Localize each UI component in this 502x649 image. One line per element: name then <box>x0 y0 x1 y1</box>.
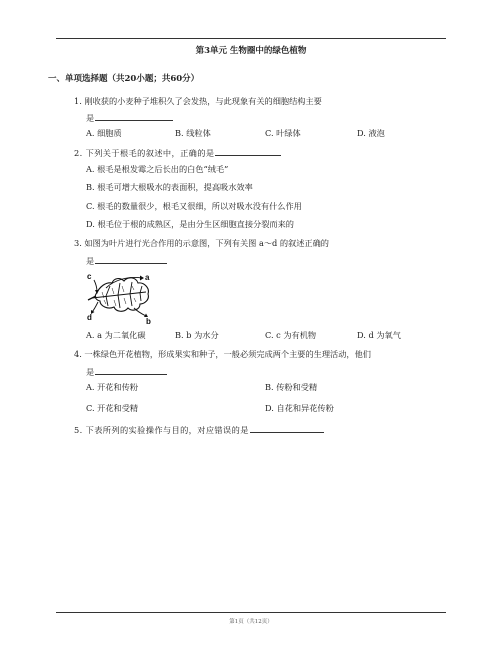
photosynthesis-leaf-figure <box>84 268 156 324</box>
question-1-text: 1. 刚收获的小麦种子堆积久了会发热，与此现象有关的细胞结构主要 <box>74 96 322 106</box>
figure-label-b: b <box>146 317 151 324</box>
question-5-stem <box>74 424 324 436</box>
question-2-option-a[interactable]: A. 根毛是根发霉之后长出的白色“绒毛” <box>86 164 229 174</box>
question-3-text-2: 是 <box>86 256 95 266</box>
question-1-stem <box>74 96 446 107</box>
question-1-option-a[interactable]: A. 细胞质 <box>86 128 122 138</box>
figure-label-d: d <box>87 313 92 322</box>
question-3-option-c[interactable]: C. c 为有机物 <box>265 330 317 340</box>
question-1-option-d[interactable]: D. 液泡 <box>357 128 385 138</box>
question-4-option-d[interactable]: D. 自花和异花传粉 <box>265 403 334 413</box>
question-3-option-a[interactable]: A. a 为二氧化碳 <box>86 330 146 340</box>
answer-blank[interactable] <box>215 147 281 156</box>
question-4-stem <box>74 349 446 360</box>
answer-blank[interactable] <box>95 112 173 121</box>
question-2-stem <box>74 147 281 159</box>
section-heading: 一、单项选择题（共20小题；共60分） <box>48 74 200 84</box>
question-2-option-c[interactable]: C. 根毛的数量很少，根毛又很细，所以对吸水没有什么作用 <box>86 201 302 211</box>
question-1-text-2: 是 <box>86 113 95 123</box>
question-2-option-d[interactable]: D. 根毛位于根的成熟区，是由分生区细胞直接分裂而来的 <box>86 219 294 229</box>
answer-blank[interactable] <box>95 255 167 264</box>
question-3-option-b[interactable]: B. b 为水分 <box>175 330 219 340</box>
figure-label-a: a <box>145 273 150 282</box>
page-footer: 第1页（共12页） <box>229 619 273 625</box>
question-4-option-c[interactable]: C. 开花和受精 <box>86 403 139 413</box>
page-title: 第3单元 生物圈中的绿色植物 <box>195 46 307 56</box>
question-4-text-2: 是 <box>86 367 95 377</box>
question-1-continuation <box>86 112 173 124</box>
question-1-option-c[interactable]: C. 叶绿体 <box>265 128 301 138</box>
figure-label-c: c <box>87 272 92 281</box>
footer-rule <box>56 612 446 613</box>
question-1-option-b[interactable]: B. 线粒体 <box>175 128 211 138</box>
answer-blank[interactable] <box>95 366 167 375</box>
question-3-continuation <box>86 255 167 267</box>
question-3-stem <box>74 238 446 249</box>
question-4-option-b[interactable]: B. 传粉和受精 <box>265 382 318 392</box>
question-2-option-b[interactable]: B. 根毛可增大根吸水的表面积，提高吸水效率 <box>86 182 253 192</box>
question-3-text: 3. 如图为叶片进行光合作用的示意图，下列有关图 a～d 的叙述正确的 <box>74 238 329 248</box>
question-2-text: 2. 下列关于根毛的叙述中，正确的是 <box>74 148 215 158</box>
question-4-text: 4. 一株绿色开花植物，形成果实和种子，一般必须完成两个主要的生理活动，他们 <box>74 349 371 359</box>
question-4-option-a[interactable]: A. 开花和传粉 <box>86 382 139 392</box>
question-3-option-d[interactable]: D. d 为氧气 <box>357 330 401 340</box>
question-4-continuation <box>86 366 167 378</box>
answer-blank[interactable] <box>250 424 324 433</box>
header-rule <box>56 38 446 39</box>
question-5-text: 5. 下表所列的实验操作与目的，对应错误的是 <box>74 425 249 435</box>
